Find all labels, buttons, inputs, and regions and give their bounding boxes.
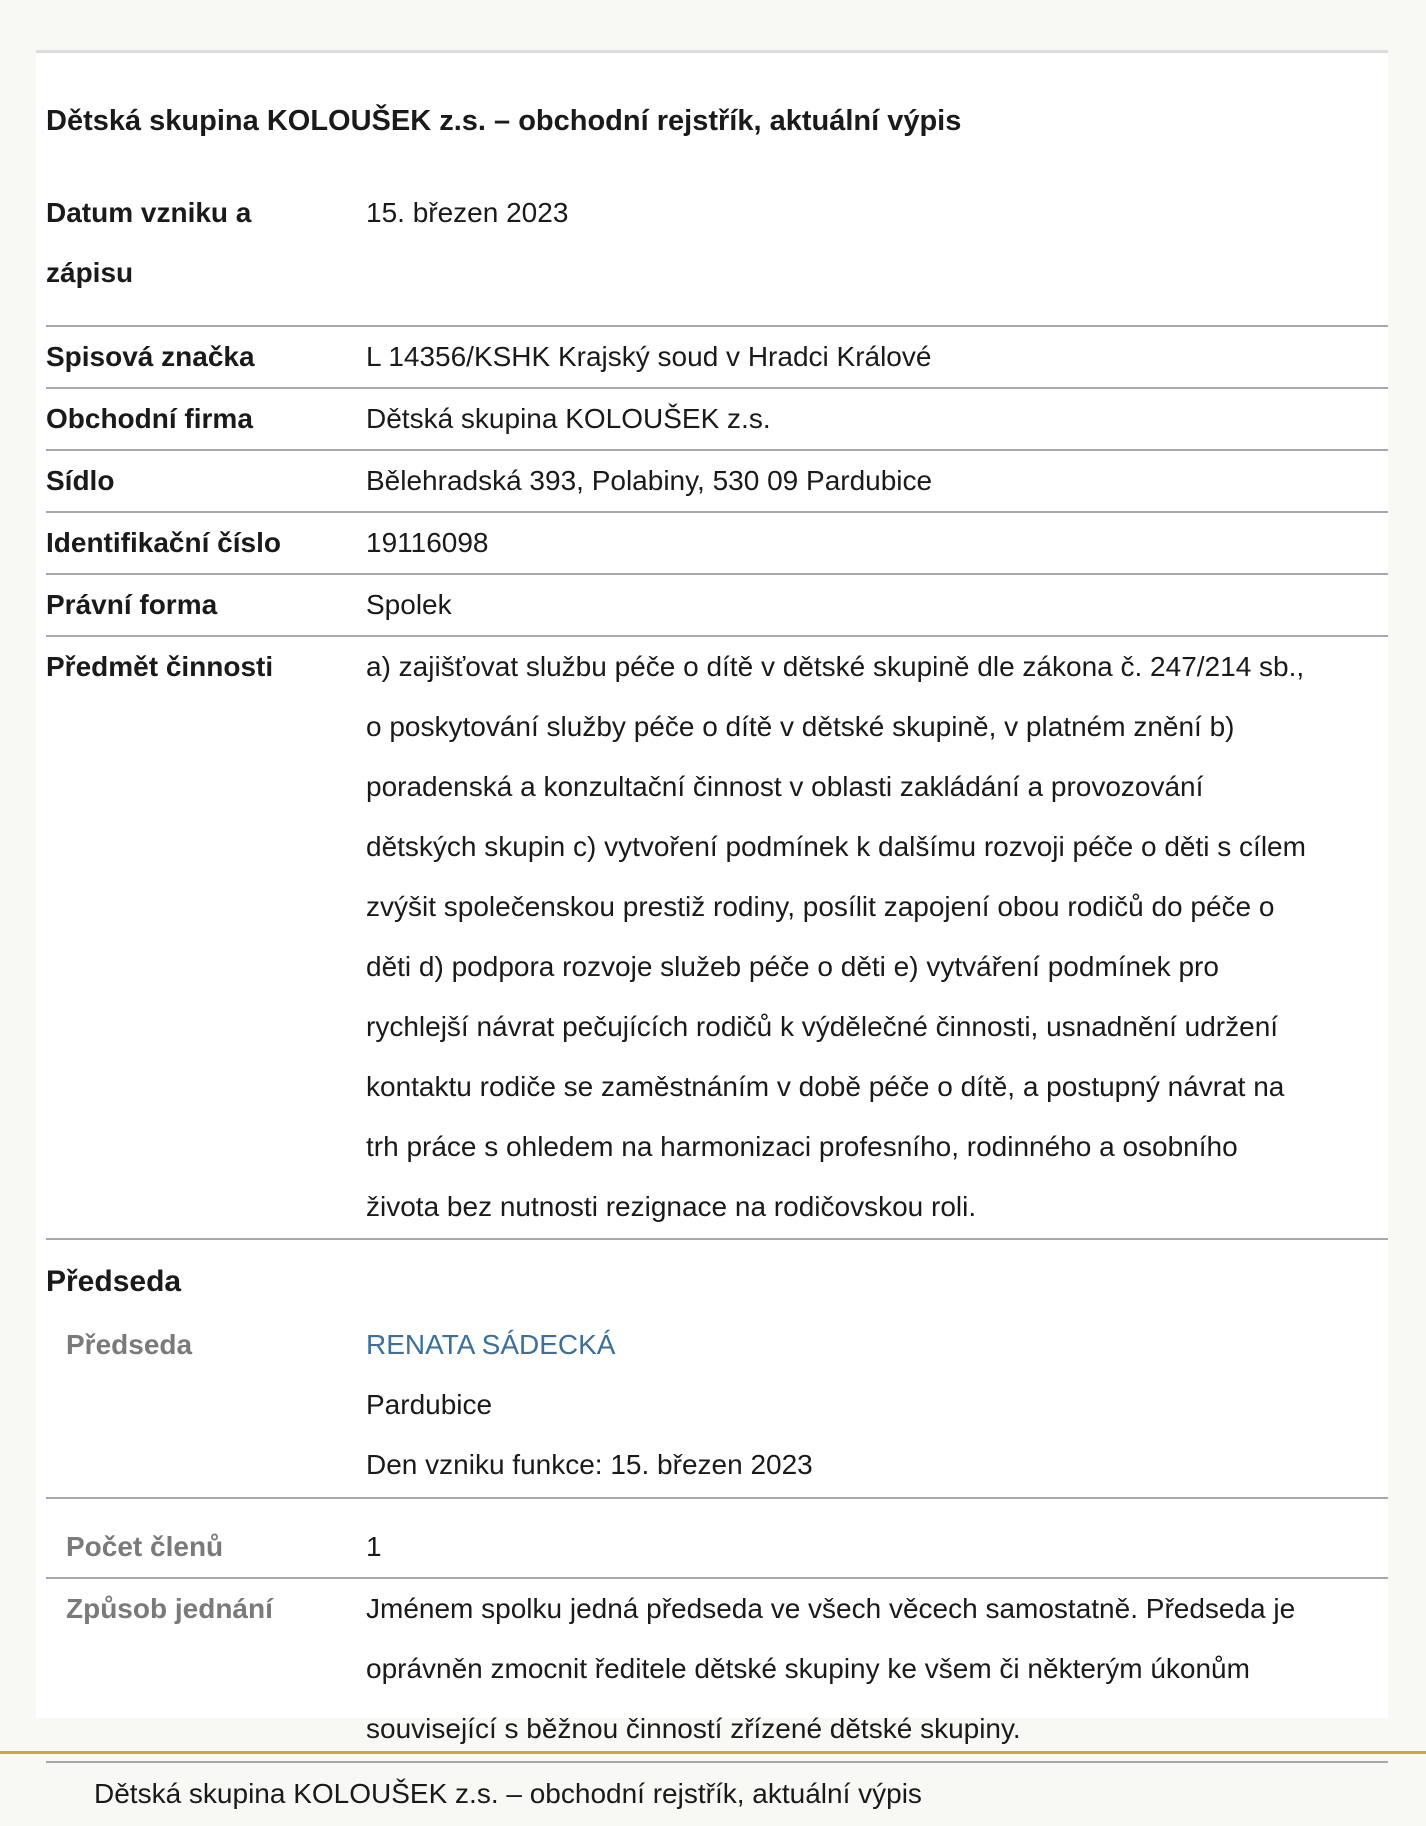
footer-title: Dětská skupina KOLOUŠEK z.s. – obchodní rejstřík, aktuální výpis (94, 1778, 922, 1809)
activity-line: a) zajišťovat službu péče o dítě v dětské skupině dle zákona č. 247/214 sb., (366, 651, 1305, 682)
row-id-number (46, 513, 1388, 575)
activity-line: děti d) podpora rozvoje služeb péče o děti e) vytváření podmínek pro (366, 951, 1219, 982)
row-label: Počet členů (66, 1531, 224, 1562)
row-label (46, 183, 356, 303)
row-chair (46, 1315, 1388, 1499)
row-value: Bělehradská 393, Polabiny, 530 09 Pardubice (366, 465, 933, 496)
row-conduct (46, 1579, 1388, 1763)
section-title-chair: Předseda (46, 1265, 182, 1298)
row-label: Předmět činnosti (46, 651, 274, 682)
chair-since: Den vzniku funkce: 15. březen 2023 (366, 1449, 813, 1480)
row-value (366, 1579, 1386, 1759)
row-company-name (46, 389, 1388, 451)
register-card (36, 50, 1388, 1744)
row-value: 19116098 (366, 527, 489, 558)
activity-line: rychlejší návrat pečujících rodičů k výdělečné činnosti, usnadnění udržení (366, 1011, 1279, 1042)
row-value: 15. březen 2023 (366, 197, 569, 228)
row-label-line: zápisu (46, 257, 134, 288)
row-label: Obchodní firma (46, 403, 253, 434)
row-value (366, 1315, 1386, 1495)
row-business-activity (46, 637, 1388, 1240)
row-file-number (46, 327, 1388, 389)
activity-line: dětských skupin c) vytvoření podmínek k dalšímu rozvoji péče o děti s cílem (366, 831, 1306, 862)
row-label: Spisová značka (46, 341, 255, 372)
row-label-line: Datum vzniku a (46, 197, 252, 228)
row-value (366, 637, 1386, 1237)
activity-line: o poskytování služby péče o dítě v dětské skupině, v platném znění b) (366, 711, 1235, 742)
row-label: Sídlo (46, 465, 115, 496)
row-address (46, 451, 1388, 513)
row-label: Předseda (66, 1329, 193, 1360)
chair-name-link[interactable]: RENATA SÁDECKÁ (366, 1329, 616, 1360)
row-label: Právní forma (46, 589, 218, 620)
row-value: Dětská skupina KOLOUŠEK z.s. (366, 403, 771, 434)
conduct-line: oprávněn zmocnit ředitele dětské skupiny ke všem či některým úkonům (366, 1653, 1250, 1684)
row-member-count (46, 1499, 1388, 1579)
activity-line: zvýšit společenskou prestiž rodiny, posílit zapojení obou rodičů do péče o (366, 891, 1275, 922)
chair-city: Pardubice (366, 1389, 493, 1420)
row-founding-date (46, 183, 1388, 327)
row-value: L 14356/KSHK Krajský soud v Hradci Králové (366, 341, 932, 372)
row-value: 1 (366, 1531, 382, 1562)
activity-line: kontaktu rodiče se zaměstnáním v době péče o dítě, a postupný návrat na (366, 1071, 1285, 1102)
activity-line: života bez nutnosti rezignace na rodičovskou roli. (366, 1191, 977, 1222)
page-title: Dětská skupina KOLOUŠEK z.s. – obchodní rejstřík, aktuální výpis (46, 105, 962, 137)
activity-line: trh práce s ohledem na harmonizaci profesního, rodinného a osobního (366, 1131, 1238, 1162)
activity-line: poradenská a konzultační činnost v oblasti zakládání a provozování (366, 771, 1204, 802)
row-label: Způsob jednání (66, 1593, 273, 1624)
row-legal-form (46, 575, 1388, 637)
row-value: Spolek (366, 589, 452, 620)
conduct-line: Jménem spolku jedná předseda ve všech věcech samostatně. Předseda je (366, 1593, 1296, 1624)
conduct-line: související s běžnou činností zřízené dětské skupiny. (366, 1713, 1021, 1744)
footer (0, 1751, 1426, 1826)
row-label: Identifikační číslo (46, 527, 281, 558)
